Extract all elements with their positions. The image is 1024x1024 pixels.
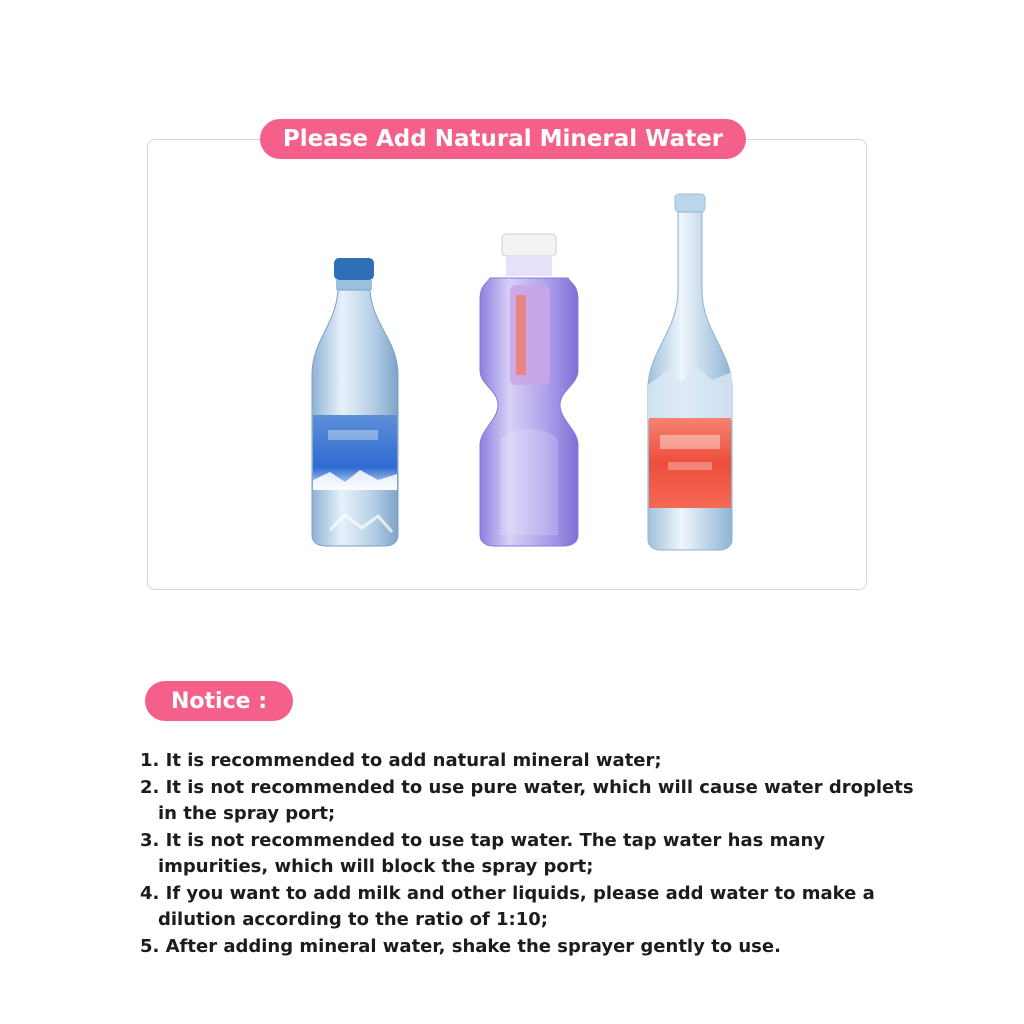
notice-item: 2. It is not recommended to use pure water, which will cause water droplets in the spray port;	[140, 776, 914, 824]
red-label-bottle-icon	[648, 194, 732, 550]
purple-bottle-icon	[480, 234, 578, 546]
notice-item: 3. It is not recommended to use tap water. The tap water has many impurities, which will block the spray port;	[140, 829, 826, 877]
notice-list	[140, 748, 920, 960]
blue-label-bottle-icon	[312, 258, 398, 546]
title-banner	[260, 119, 746, 159]
notice-item: 4. If you want to add milk and other liquids, please add water to make a dilution according to the ratio of 1:10;	[140, 882, 875, 930]
bottles-illustration	[300, 190, 740, 560]
title-text: Please Add Natural Mineral Water	[282, 126, 724, 152]
notice-item: 5. After adding mineral water, shake the sprayer gently to use.	[140, 935, 781, 957]
notice-badge	[145, 681, 293, 721]
notice-item: 1. It is recommended to add natural mineral water;	[140, 750, 662, 771]
notice-label: Notice :	[170, 688, 267, 714]
